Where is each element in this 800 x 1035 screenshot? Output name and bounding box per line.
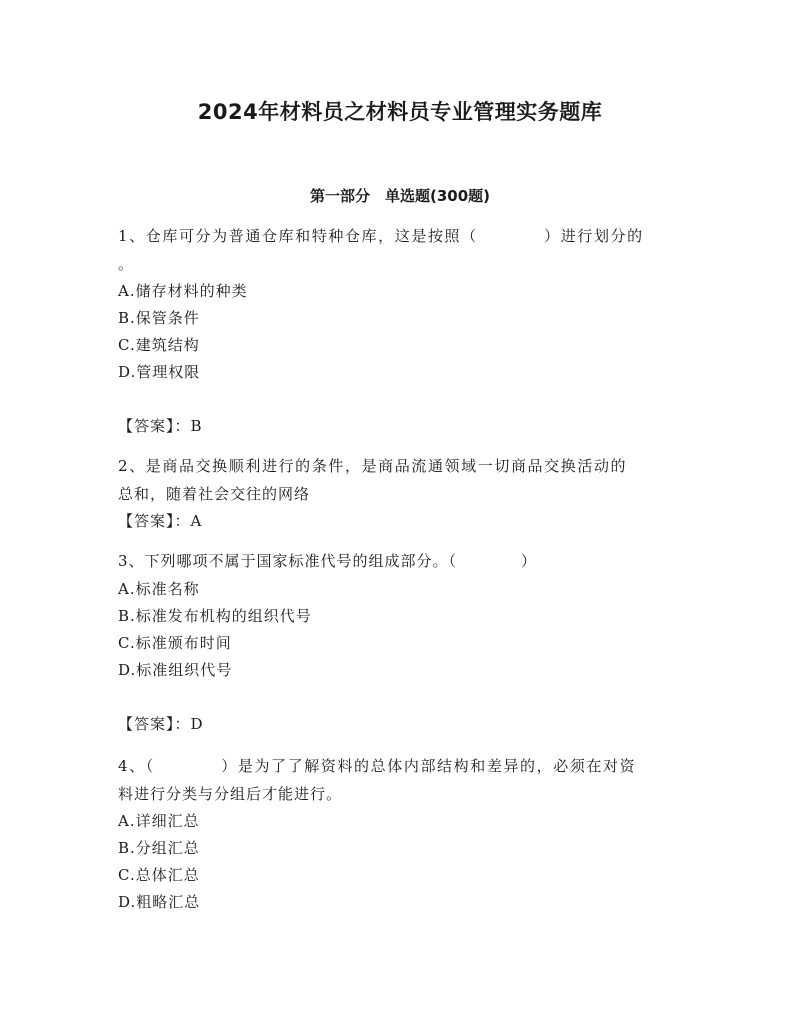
question-2-stem-line-1: 2、是商品交换顺利进行的条件，是商品流通领域一切商品交换活动的 bbox=[118, 457, 628, 475]
section-title: 第一部分 单选题(300题) bbox=[309, 187, 491, 205]
question-2-stem-line-2: 总和，随着社会交往的网络 bbox=[118, 485, 311, 503]
question-3-option-d: D.标准组织代号 bbox=[118, 661, 233, 679]
document-title: 2024年材料员之材料员专业管理实务题库 bbox=[197, 100, 603, 124]
question-1-stem-line-1: 1、仓库可分为普通仓库和特种仓库，这是按照（ ）进行划分的 bbox=[118, 227, 644, 245]
question-1-answer: 【答案】：B bbox=[118, 417, 203, 435]
question-1-stem-line-2: 。 bbox=[118, 255, 135, 273]
question-3-stem-line-1: 3、下列哪项不属于国家标准代号的组成部分。（ ） bbox=[118, 552, 538, 570]
question-4-stem-line-1: 4、（ ）是为了了解资料的总体内部结构和差异的，必须在对资 bbox=[118, 757, 637, 775]
question-4-option-b: B.分组汇总 bbox=[118, 839, 200, 857]
question-1-option-a: A.储存材料的种类 bbox=[118, 282, 248, 300]
question-3-answer: 【答案】：D bbox=[118, 715, 204, 733]
question-3-option-b: B.标准发布机构的组织代号 bbox=[118, 607, 312, 625]
question-3-option-a: A.标准名称 bbox=[118, 580, 200, 598]
question-4-option-d: D.粗略汇总 bbox=[118, 893, 201, 911]
question-4-option-c: C.总体汇总 bbox=[118, 866, 200, 884]
question-1-option-b: B.保管条件 bbox=[118, 309, 200, 327]
question-1-option-c: C.建筑结构 bbox=[118, 336, 200, 354]
question-4-option-a: A.详细汇总 bbox=[118, 812, 200, 830]
question-3-option-c: C.标准颁布时间 bbox=[118, 634, 232, 652]
question-2-answer: 【答案】：A bbox=[118, 512, 203, 530]
question-4-stem-line-2: 料进行分类与分组后才能进行。 bbox=[118, 785, 343, 803]
question-1-option-d: D.管理权限 bbox=[118, 363, 201, 381]
